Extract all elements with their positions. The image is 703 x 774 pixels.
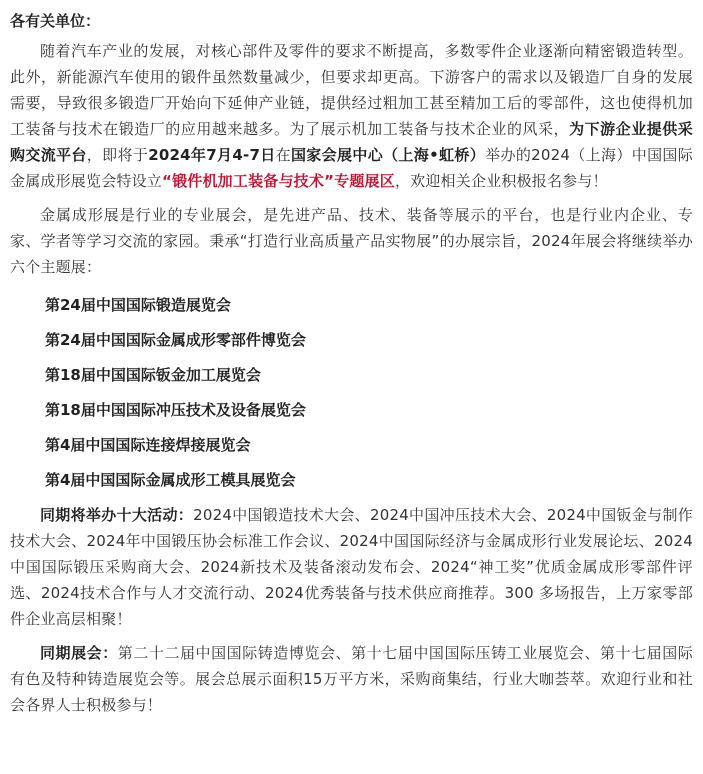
theme-list xyxy=(10,288,693,498)
intro-text-3: 在 xyxy=(275,146,291,164)
theme-item: 第24届中国国际锻造展览会 xyxy=(45,296,231,314)
intro-text-1: 随着汽车产业的发展，对核心部件及零件的要求不断提高，多数零件企业逐渐向精密锻造转型。此外，新能源汽车使用的锻件虽然数量减少，但要求却更高。下游客户的需求以及锻造厂自身的发展需要，导致很多锻造厂开始向下延伸产业链，提供经过粗加工甚至精加工后的零部件，这也使得机加工装备与技术在锻造厂的应用越来越多。为了展示机加工装备与技术企业的风采， xyxy=(10,42,693,138)
concurrent-label: 同期展会： xyxy=(40,644,118,662)
concurrent-paragraph xyxy=(10,640,693,718)
activities-label: 同期将举办十大活动： xyxy=(40,506,194,524)
activities-paragraph xyxy=(10,502,693,632)
intro-bold-venue: 国家会展中心（上海•虹桥） xyxy=(290,146,486,164)
intro-text-2: ，即将于 xyxy=(86,146,149,164)
activities-text: 2024中国锻造技术大会、2024中国冲压技术大会、2024中国钣金与制作技术大会、2024年中国锻压协会标准工作会议、2024中国国际经济与金属成形行业发展论坛、2024中国国际锻压采购商大会、2024新技术及装备滚动发布会、2024“神工奖”优质金属成形零部件评选、2024技术合作与人才交流行动、2024优秀装备与技术供应商推荐。300 多场报告，上万家零部件企业高层相聚！ xyxy=(10,506,693,628)
intro-highlight-zone: “锻件机加工装备与技术”专题展区 xyxy=(162,172,395,190)
intro-paragraph xyxy=(10,38,693,194)
overview-paragraph: 金属成形展是行业的专业展会，是先进产品、技术、装备等展示的平台，也是行业内企业、专家、学者等学习交流的家园。秉承“打造行业高质量产品实物展”的办展宗旨，2024年展会将继续举办六个主题展： xyxy=(10,206,693,276)
salutation: 各有关单位： xyxy=(10,12,101,30)
intro-text-5: ，欢迎相关企业积极报名参与！ xyxy=(394,172,608,190)
intro-bold-date: 2024年7月4-7日 xyxy=(148,146,276,164)
theme-item: 第18届中国国际冲压技术及设备展览会 xyxy=(45,401,306,419)
intro-text-4: 举办的2024（上海）中国国际金属成形展览会特设立 xyxy=(10,146,693,190)
intro-bold-platform: 为下游企业提供采购交流平台 xyxy=(10,120,693,164)
concurrent-text: 第二十二届中国国际铸造博览会、第十七届中国国际压铸工业展览会、第十七届国际有色及特种铸造展览会等。展会总展示面积15万平方米，采购商集结，行业大咖荟萃。欢迎行业和社会各界人士积极参与！ xyxy=(10,644,693,714)
theme-item: 第24届中国国际金属成形零部件博览会 xyxy=(45,331,306,349)
theme-item: 第18届中国国际钣金加工展览会 xyxy=(45,366,261,384)
theme-item: 第4届中国国际金属成形工模具展览会 xyxy=(45,471,296,489)
theme-item: 第4届中国国际连接焊接展览会 xyxy=(45,436,251,454)
